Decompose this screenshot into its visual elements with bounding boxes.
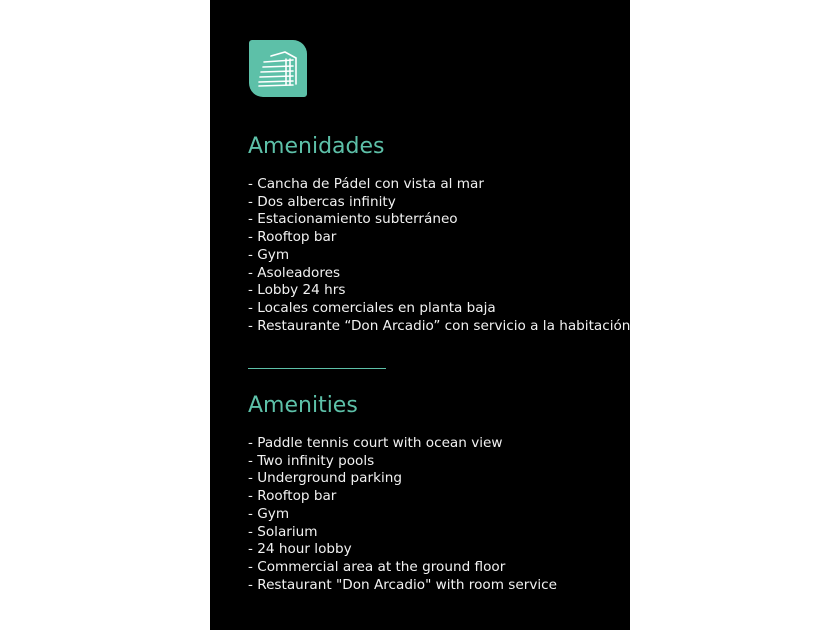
amenidades-section bbox=[248, 133, 630, 335]
section-divider bbox=[248, 368, 386, 369]
list-item: - Restaurant "Don Arcadio" with room service bbox=[248, 577, 557, 595]
list-item: - Restaurante “Don Arcadio” con servicio a la habitación bbox=[248, 318, 630, 336]
list-item: - 24 hour lobby bbox=[248, 541, 557, 559]
list-item: - Cancha de Pádel con vista al mar bbox=[248, 176, 630, 194]
list-item: - Gym bbox=[248, 506, 557, 524]
list-item: - Estacionamiento subterráneo bbox=[248, 211, 630, 229]
list-item: - Solarium bbox=[248, 524, 557, 542]
list-item: - Rooftop bar bbox=[248, 488, 557, 506]
brochure-page bbox=[210, 0, 630, 630]
list-item: - Two infinity pools bbox=[248, 453, 557, 471]
list-item: - Lobby 24 hrs bbox=[248, 282, 630, 300]
amenities-list bbox=[248, 435, 557, 594]
list-item: - Gym bbox=[248, 247, 630, 265]
list-item: - Commercial area at the ground floor bbox=[248, 559, 557, 577]
list-item: - Rooftop bar bbox=[248, 229, 630, 247]
list-item: - Asoleadores bbox=[248, 265, 630, 283]
amenidades-list bbox=[248, 176, 630, 335]
amenities-section bbox=[248, 392, 557, 594]
amenidades-heading: Amenidades bbox=[248, 134, 385, 159]
list-item: - Underground parking bbox=[248, 470, 557, 488]
amenities-heading: Amenities bbox=[248, 393, 358, 418]
list-item: - Paddle tennis court with ocean view bbox=[248, 435, 557, 453]
list-item: - Locales comerciales en planta baja bbox=[248, 300, 630, 318]
list-item: - Dos albercas infinity bbox=[248, 194, 630, 212]
building-logo-icon bbox=[249, 40, 307, 97]
